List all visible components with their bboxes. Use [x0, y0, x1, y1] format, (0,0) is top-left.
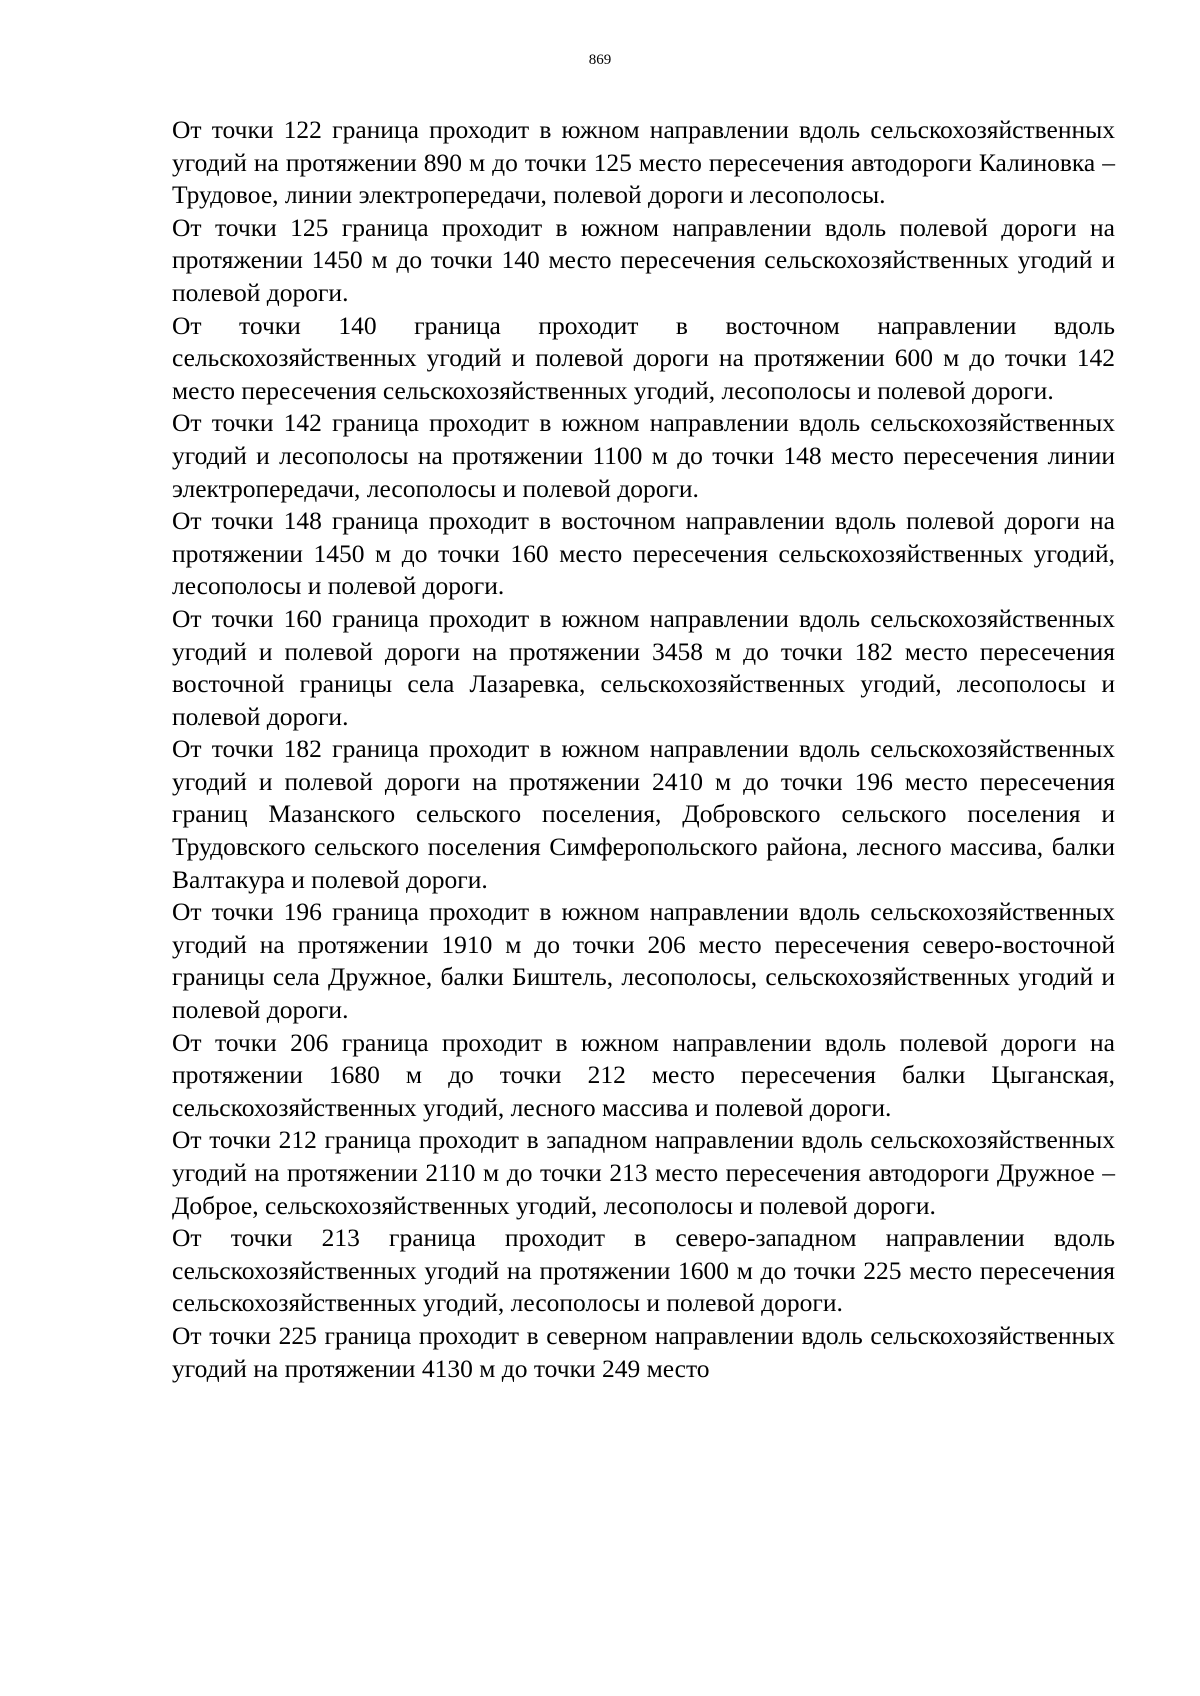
- paragraph-point-148: От точки 148 граница проходит в восточном направлении вдоль полевой дороги на протяжении 1450 м до точки 160 место пересечения сельскохозяйственных угодий, лесополосы и полевой дороги.: [172, 506, 1115, 601]
- paragraph-point-196: От точки 196 граница проходит в южном направлении вдоль сельскохозяйственных угодий на протяжении 1910 м до точки 206 место пересечения северо-восточной границы села Дружное, балки Биштель, лесополосы, сельскохозяйственных угодий и полевой дороги.: [172, 897, 1115, 1025]
- paragraph-point-125: От точки 125 граница проходит в южном направлении вдоль полевой дороги на протяжении 1450 м до точки 140 место пересечения сельскохозяйственных угодий и полевой дороги.: [172, 212, 1115, 307]
- paragraph-point-206: От точки 206 граница проходит в южном направлении вдоль полевой дороги на протяжении 1680 м до точки 212 место пересечения балки Цыганская, сельскохозяйственных угодий, лесного массива и полевой дороги.: [172, 1027, 1115, 1122]
- paragraph-point-182: От точки 182 граница проходит в южном направлении вдоль сельскохозяйственных угодий и полевой дороги на протяжении 2410 м до точки 196 место пересечения границ Мазанского сельского поселения, Добровского сельского поселения и Трудовского сельского поселения Симферопольского района, лесного массива, балки Валтакура и полевой дороги.: [172, 734, 1115, 894]
- paragraph-point-140: От точки 140 граница проходит в восточном направлении вдоль сельскохозяйственных угодий и полевой дороги на протяжении 600 м до точки 142 место пересечения сельскохозяйственных угодий, лесополосы и полевой дороги.: [172, 310, 1115, 405]
- paragraph-point-213: От точки 213 граница проходит в северо-западном направлении вдоль сельскохозяйственных угодий на протяжении 1600 м до точки 225 место пересечения сельскохозяйственных угодий, лесополосы и полевой дороги.: [172, 1223, 1115, 1318]
- document-body: [172, 114, 1115, 1385]
- paragraph-point-160: От точки 160 граница проходит в южном направлении вдоль сельскохозяйственных угодий и полевой дороги на протяжении 3458 м до точки 182 место пересечения восточной границы села Лазаревка, сельскохозяйственных угодий, лесополосы и полевой дороги.: [172, 603, 1115, 731]
- paragraph-point-142: От точки 142 граница проходит в южном направлении вдоль сельскохозяйственных угодий и лесополосы на протяжении 1100 м до точки 148 место пересечения линии электропередачи, лесополосы и полевой дороги.: [172, 408, 1115, 503]
- page-number: 869: [588, 52, 612, 68]
- paragraph-point-225: От точки 225 граница проходит в северном направлении вдоль сельскохозяйственных угодий на протяжении 4130 м до точки 249 место: [172, 1320, 1115, 1383]
- paragraph-point-122: От точки 122 граница проходит в южном направлении вдоль сельскохозяйственных угодий на протяжении 890 м до точки 125 место пересечения автодороги Калиновка – Трудовое, линии электропередачи, полевой дороги и лесополосы.: [172, 115, 1115, 210]
- paragraph-point-212: От точки 212 граница проходит в западном направлении вдоль сельскохозяйственных угодий на протяжении 2110 м до точки 213 место пересечения автодороги Дружное – Доброе, сельскохозяйственных угодий, лесополосы и полевой дороги.: [172, 1125, 1115, 1220]
